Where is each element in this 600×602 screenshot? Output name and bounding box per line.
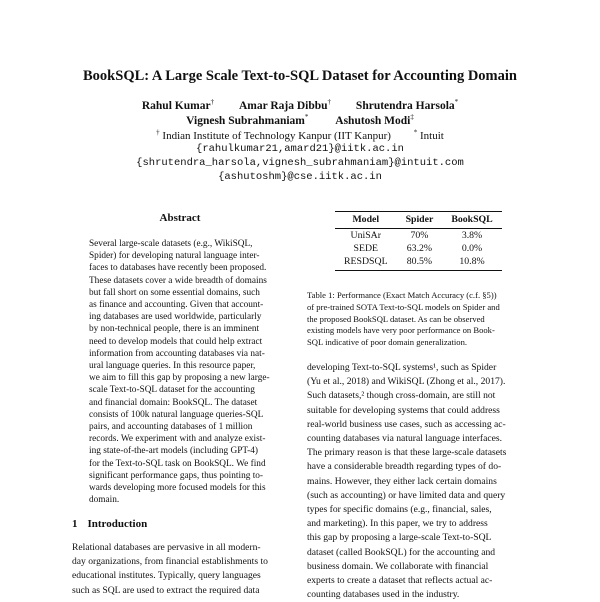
text-line: need to develop models that could help extract	[89, 336, 263, 347]
table-cell: UniSAr	[350, 230, 382, 241]
affiliation: † Indian Institute of Technology Kanpur (IIT Kanpur)	[156, 128, 391, 142]
text-line: Such datasets,² though cross-domain, are still not	[307, 390, 496, 402]
author-row-1	[0, 98, 600, 112]
text-line: consists of 100k natural language queries-SQL	[89, 409, 264, 420]
text-line: existing models have very poor performance on Book-	[307, 325, 495, 336]
author-row-2	[0, 113, 600, 127]
author: Rahul Kumar†	[141, 98, 215, 112]
table-cell: SEDE	[353, 243, 379, 254]
text-line: have a considerable breadth regarding types of do-	[307, 461, 502, 473]
results-table	[335, 211, 502, 271]
table-header: BookSQL	[442, 212, 501, 229]
email-line: {rahulkumar21,amard21}@iitk.ac.in	[196, 143, 404, 155]
text-line: and financial domain: BookSQL. The dataset	[89, 397, 258, 408]
text-line: and marketing). In this paper, we try to address	[307, 518, 488, 530]
section-title: Introduction	[87, 518, 148, 530]
table-row	[335, 242, 502, 255]
table-row	[335, 229, 502, 243]
text-line: by non-technical people, there is an imminent	[89, 324, 260, 335]
text-line: These datasets cover a wide breadth of domains	[89, 275, 267, 286]
text-line: (such as accounting) or have limited data and query	[307, 489, 506, 501]
text-line: Several large-scale datasets (e.g., WikiSQL,	[89, 239, 253, 249]
text-line: ural language queries. In this resource paper,	[89, 361, 256, 372]
text-line: suitable for developing systems that could address	[307, 404, 500, 416]
text-line: of pre-trained SOTA Text-to-SQL models on Spider and	[307, 301, 500, 312]
text-line: types for specific domains (e.g., financial, sales,	[307, 504, 492, 516]
text-line: such as SQL are used to extract the required data	[72, 584, 260, 596]
author: Ashutosh Modi‡	[335, 113, 414, 127]
text-line: business domain. We collaborate with financial	[307, 560, 489, 572]
email-line: {shrutendra_harsola,vignesh_subrahmaniam}@intuit.com	[136, 157, 464, 169]
text-line: pairs, and accounting databases of 1 million	[89, 422, 253, 433]
text-line: scale Text-to-SQL dataset for the accounting	[89, 385, 255, 396]
text-line: we aim to fill this gap by proposing a new large-	[89, 373, 270, 384]
text-line: records. We experiment with and analyze exist-	[89, 434, 266, 445]
text-line: domain.	[89, 495, 120, 506]
text-line: wards developing more focused models for this	[89, 483, 266, 494]
abstract-heading: Abstract	[159, 212, 201, 224]
author: Shrutendra Harsola*	[355, 98, 459, 112]
text-line: ing databases are used worldwide, particularly	[89, 312, 262, 323]
table-cell: 3.8%	[461, 230, 483, 241]
table-cell: 63.2%	[406, 243, 433, 254]
text-line: significant performance gaps, thus pointing to-	[89, 470, 264, 481]
text-line: experts to create a dataset that reflects actual ac-	[307, 575, 493, 587]
text-line: developing Text-to-SQL systems¹, such as Spider	[307, 362, 497, 373]
text-line: counting databases via natural language interfaces.	[307, 433, 502, 445]
text-line: ing state-of-the-art models (including GPT-4)	[89, 446, 259, 457]
affiliations	[0, 128, 600, 142]
introduction-text	[72, 541, 294, 598]
text-line: real-world business use cases, such as accessing ac-	[307, 418, 506, 430]
table-cell: 70%	[410, 230, 429, 241]
text-line: SQL indicative of poor domain generalization.	[307, 337, 468, 348]
table-header: Spider	[397, 212, 443, 229]
table-cell: RESDSQL	[335, 255, 397, 271]
body-text-right	[307, 361, 535, 602]
author: Vignesh Subrahmaniam*	[186, 113, 309, 127]
text-line: this gap by proposing a large-scale Text-to-SQL	[307, 532, 492, 544]
text-line: dataset (called BookSQL) for the accounting and	[307, 546, 496, 558]
text-line: as finance and accounting. Given that account-	[89, 300, 264, 311]
table-cell: 80.5%	[397, 255, 443, 271]
text-line: faces to databases have recently been proposed.	[89, 263, 267, 274]
section-number: 1	[72, 518, 78, 530]
table-header: Model	[335, 212, 397, 229]
text-line: educational institutes. Typically, query languages	[72, 570, 261, 582]
table-cell: 0.0%	[461, 243, 483, 254]
section-heading	[72, 518, 147, 530]
table-cell: 10.8%	[442, 255, 501, 271]
affiliation: * Intuit	[413, 128, 444, 142]
table-caption	[307, 290, 533, 349]
table-row	[335, 255, 502, 271]
text-line: information from accounting databases via nat-	[89, 348, 265, 359]
author: Amar Raja Dibbu†	[238, 98, 332, 112]
text-line: Table 1: Performance (Exact Match Accuracy (c.f. §5))	[307, 290, 497, 300]
email-line: {ashutoshm}@cse.iitk.ac.in	[218, 171, 382, 183]
text-line: The primary reason is that these large-scale datasets	[307, 447, 507, 459]
abstract-text	[89, 238, 277, 506]
paper-title: BookSQL: A Large Scale Text-to-SQL Dataset for Accounting Domain	[83, 68, 517, 84]
text-line: (Yu et al., 2018) and WikiSQL (Zhong et al., 2017).	[307, 376, 506, 388]
text-line: the proposed BookSQL dataset. As can be observed	[307, 313, 485, 324]
text-line: day organizations, from financial establishments to	[72, 556, 268, 568]
text-line: counting databases used in the industry.	[307, 589, 460, 601]
text-line: but fall short on some essential domains, such	[89, 287, 260, 298]
text-line: mains. However, they either lack certain domains	[307, 475, 497, 487]
text-line: Relational databases are pervasive in all modern-	[72, 542, 261, 553]
text-line: Spider) for developing natural language inter-	[89, 251, 260, 262]
table-header-row	[335, 212, 502, 229]
text-line: for the Text-to-SQL task on BookSQL. We find	[89, 458, 266, 469]
